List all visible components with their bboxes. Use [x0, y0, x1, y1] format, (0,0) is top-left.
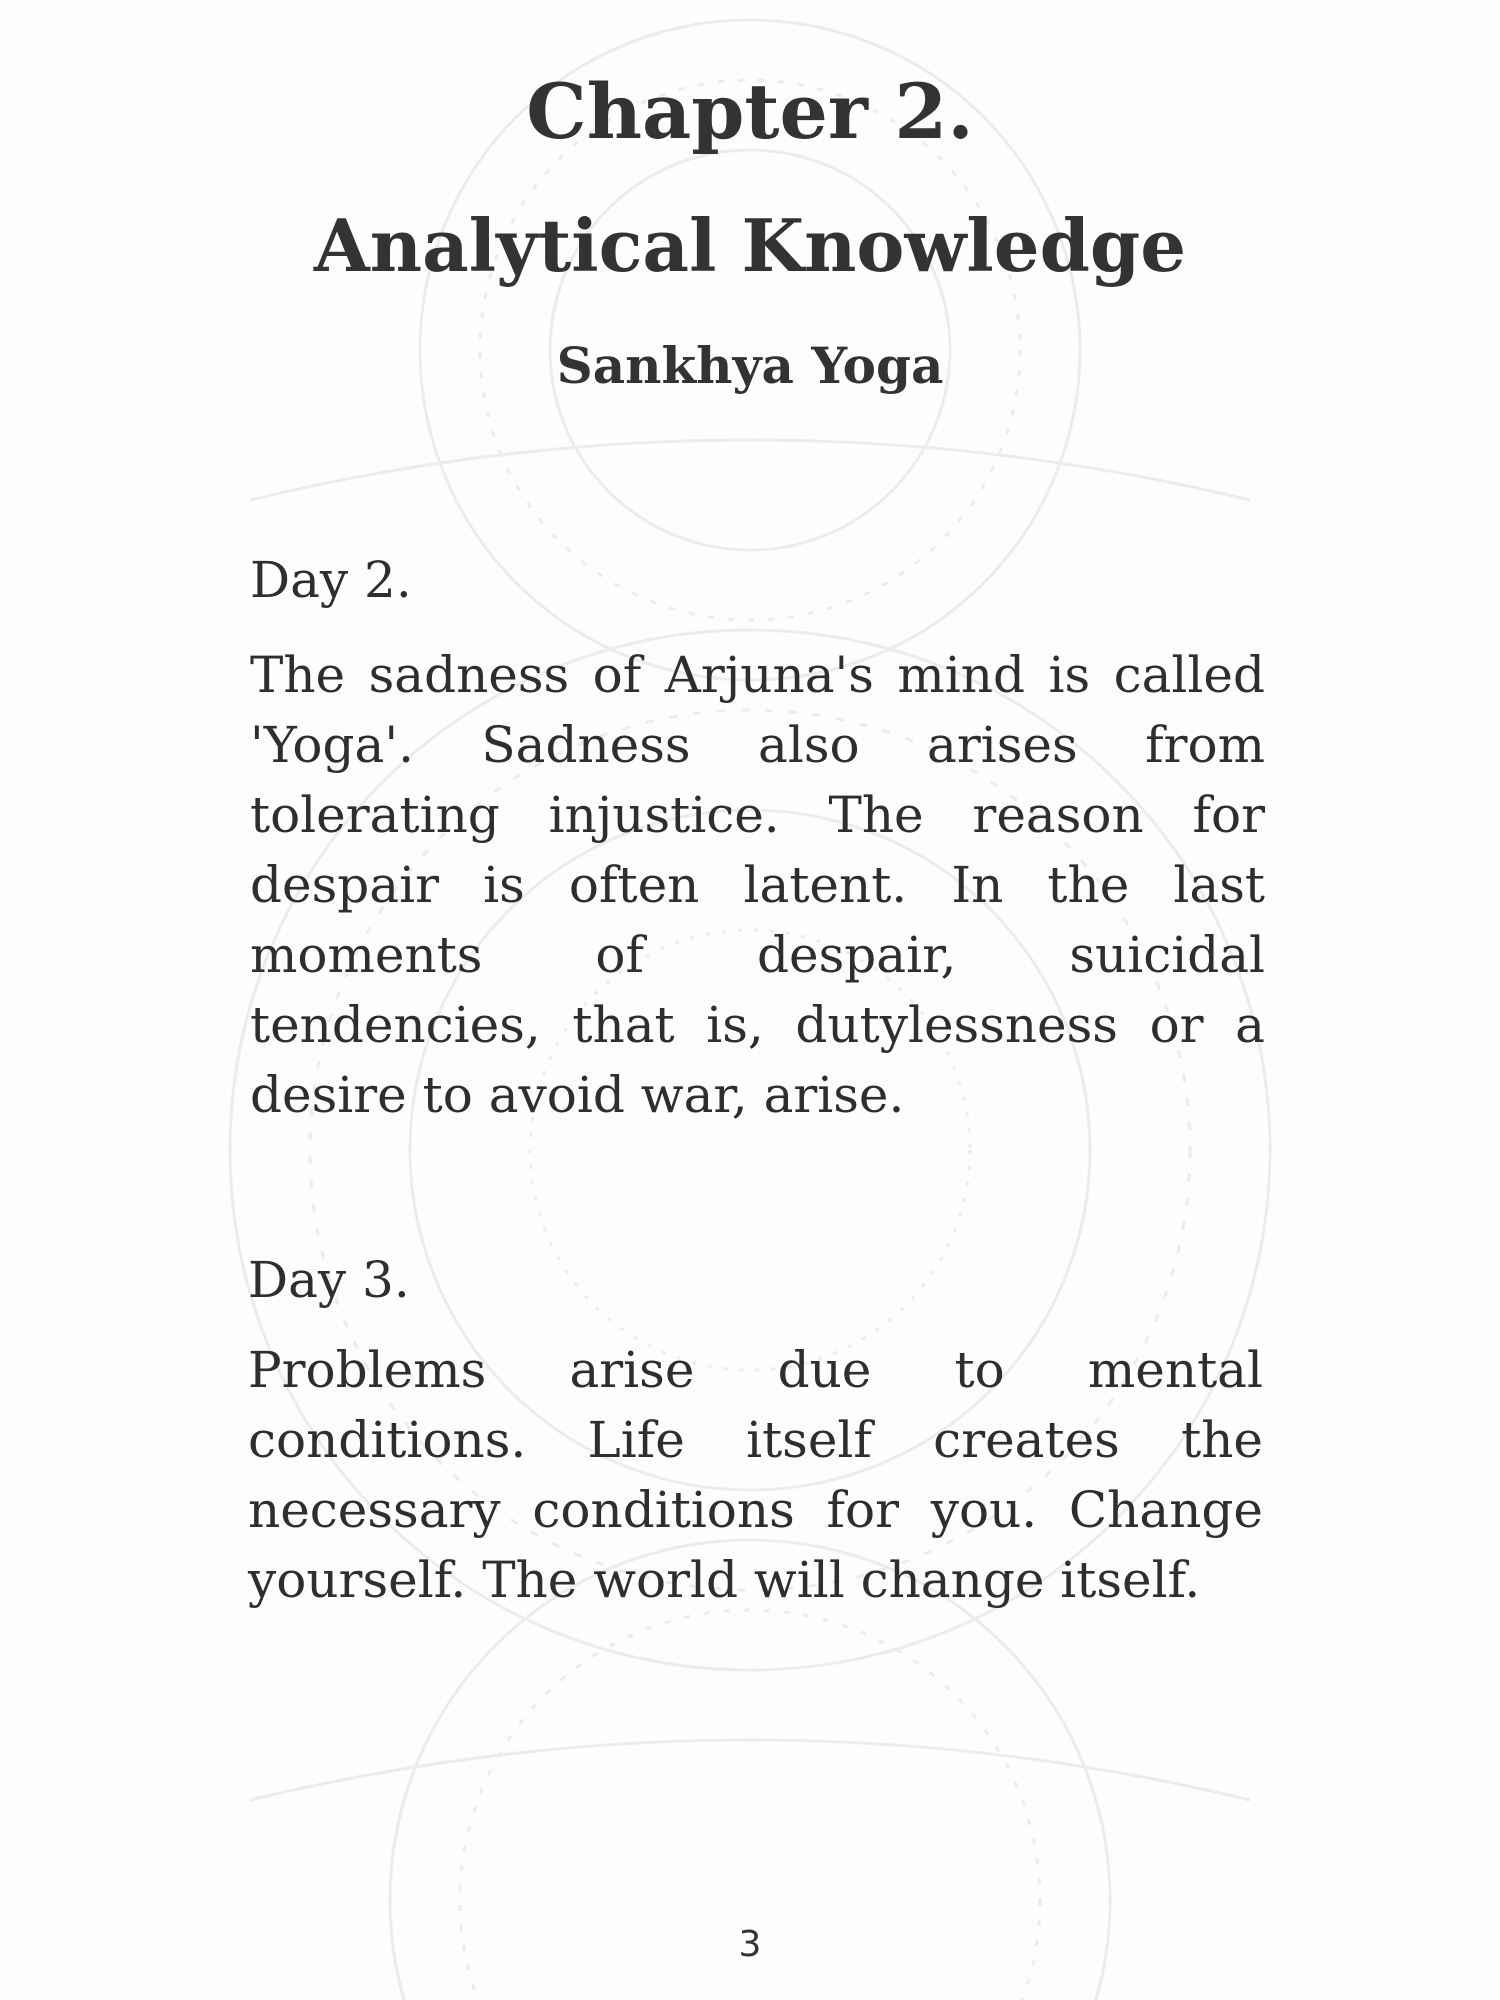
day-paragraph: Problems arise due to mental conditions. Life itself creates the necessary conditions for you. Change yourself. The world will change itself. [248, 1341, 1263, 1609]
day-heading: Day 2. [250, 551, 412, 609]
day-heading: Day 3. [248, 1251, 410, 1309]
page-number: 3 [738, 1924, 762, 1965]
chapter-number: Chapter 2. [526, 67, 974, 156]
chapter-subtitle: Sankhya Yoga [556, 336, 944, 395]
day-paragraph: The sadness of Arjuna's mind is called 'Yoga'. Sadness also arises from tolerating injustice. The reason for despair is often latent. In the last moments of despair, suicidal tendencies, that is, dutylessness or a desire to avoid war, arise. [250, 646, 1265, 1124]
chapter-title: Analytical Knowledge [313, 203, 1187, 288]
